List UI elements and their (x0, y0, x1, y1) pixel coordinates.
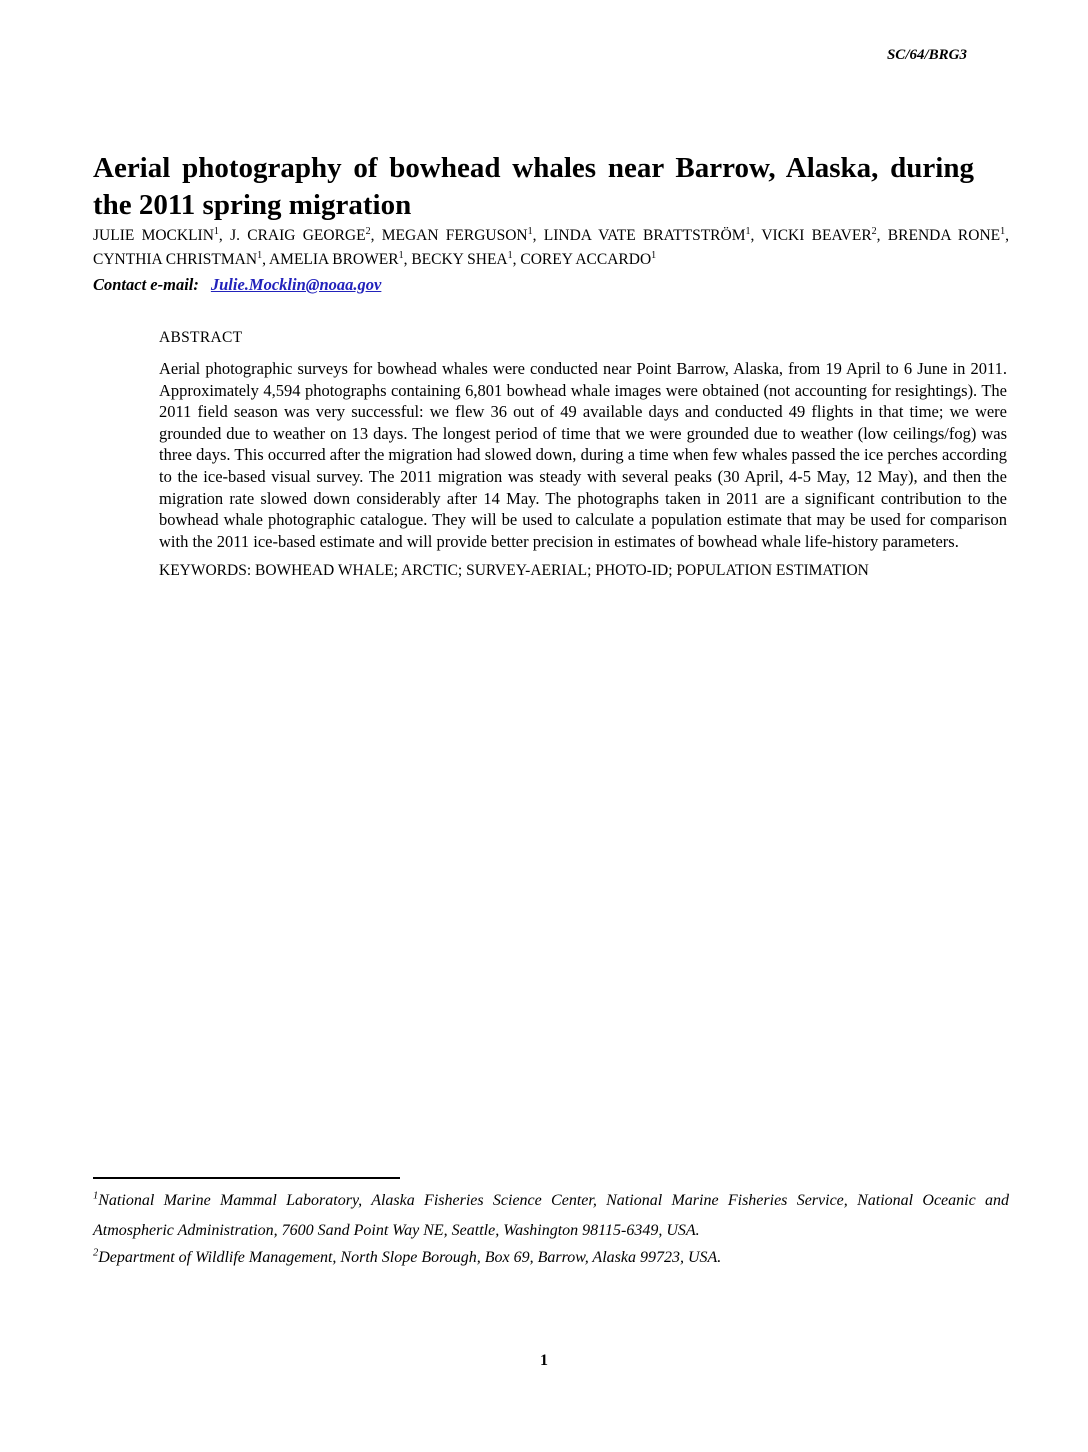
author-name: AMELIA BROWER (268, 251, 399, 268)
footnote-text: National Marine Mammal Laboratory, Alaska Fisheries Science Center, National Marine Fisheries Service, National Oceanic and Atmospheric Administration, 7600 Sand Point Way NE, Seattle, Washington 98115-6349, USA. (93, 1192, 1009, 1239)
author-affiliation-sup: 1 (257, 249, 263, 261)
footnotes-section (93, 1177, 1009, 1268)
author-affiliation-sup: 1 (1000, 225, 1006, 237)
author-name: COREY ACCARDO (520, 251, 652, 268)
author-name: MEGAN FERGUSON (381, 227, 528, 244)
author-name: LINDA VATE BRATTSTRÖM (543, 227, 746, 244)
contact-email-link[interactable]: Julie.Mocklin@noaa.gov (210, 275, 382, 294)
document-code: SC/64/BRG3 (886, 47, 967, 63)
abstract-body: Aerial photographic surveys for bowhead whales were conducted near Point Barrow, Alaska, from 19 April to 6 June in 2011. Approximately 4,594 photographs containing 6,801 bowhead whale images were obtained (not accounting for resightings). The 2011 field season was very successful: we flew 36 out of 49 available days and conducted 49 flights in that time; we were grounded due to weather on 13 days. The longest period of time that we were grounded due to weather (low ceilings/fog) was three days. This occurred after the migration had slowed down, during a time when few whales passed the ice perches according to the ice-based visual survey. The 2011 migration was steady with several peaks (30 April, 4-5 May, 12 May), and then the migration rate slowed down considerably after 14 May. The photographs taken in 2011 are a significant contribution to the bowhead whale photographic catalogue. They will be used to calculate a population estimate that may be used for comparison with the 2011 ice-based estimate and will provide better precision in estimates of bowhead whale life-history parameters. (159, 359, 1007, 551)
author-affiliation-sup: 1 (398, 249, 404, 261)
contact-email-line (93, 275, 1009, 295)
footnote-text: Department of Wildlife Management, North Slope Borough, Box 69, Barrow, Alaska 99723, USA. (98, 1249, 722, 1266)
author-name: BRENDA RONE (887, 227, 1001, 244)
abstract-heading: ABSTRACT (159, 329, 243, 346)
author-affiliation-sup: 1 (745, 225, 751, 237)
page-number: 1 (540, 1352, 548, 1369)
author-affiliation-sup: 1 (651, 249, 657, 261)
author-affiliation-sup: 1 (507, 249, 513, 261)
author-affiliation-sup: 2 (871, 225, 877, 237)
author-name: J. CRAIG GEORGE (230, 227, 366, 244)
author-name: JULIE MOCKLIN (93, 227, 214, 244)
footnote-marker: 2 (93, 1247, 99, 1259)
author-affiliation-sup: 2 (365, 225, 371, 237)
author-name: VICKI BEAVER (761, 227, 872, 244)
author-affiliation-sup: 1 (213, 225, 219, 237)
footnote-divider (93, 1177, 400, 1179)
contact-email-label: Contact e-mail: (93, 275, 199, 294)
author-name: CYNTHIA CHRISTMAN (93, 251, 258, 268)
paper-title: Aerial photography of bowhead whales near Barrow, Alaska, during the 2011 spring migration (93, 152, 974, 222)
keywords-line: KEYWORDS: BOWHEAD WHALE; ARCTIC; SURVEY-AERIAL; PHOTO-ID; POPULATION ESTIMATION (159, 562, 869, 580)
author-name: BECKY SHEA (411, 251, 508, 268)
footnote (93, 1186, 1009, 1246)
authors-line: JULIE MOCKLIN$^1$, J. CRAIG GEORGE$^2$, MEGAN FERGUSON$^1$, LINDA VATE BRATTSTRÖM$^1$, VICKI BEAVER$^2$, BRENDA RONE$^1$, CYNTHIA CHRISTMAN$^1$, AMELIA BROWER$^1$, BECKY SHEA$^1$, COREY ACCARDO$^1$ (93, 225, 1009, 268)
footnote-marker: 1 (93, 1190, 99, 1202)
footnote (93, 1247, 1009, 1268)
abstract-section (159, 329, 1007, 580)
author-affiliation-sup: 1 (527, 225, 533, 237)
